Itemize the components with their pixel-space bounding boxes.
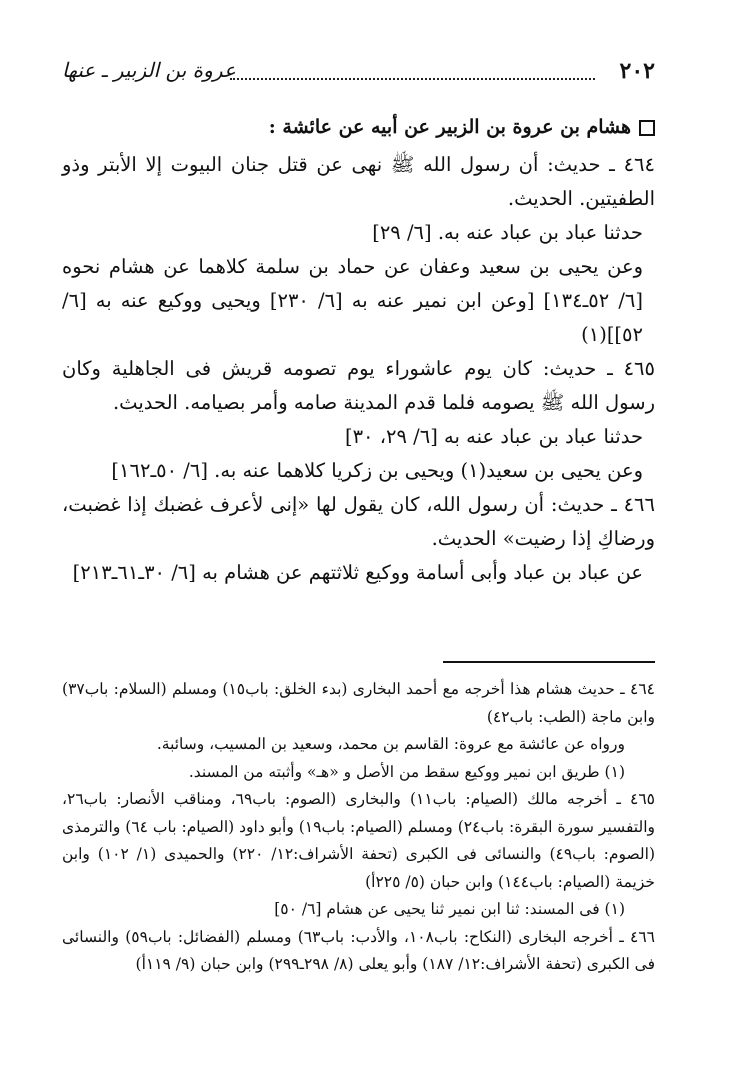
footnote-464: ٤٦٤ ـ حديث هشام هذا أخرجه مع أحمد البخارى (بدء الخلق: باب١٥) ومسلم (السلام: باب٣٧) وابن ماجة (الطب: باب٤٢) [62,680,655,726]
footnote-465: ٤٦٥ ـ أخرجه مالك (الصيام: باب١١) والبخارى (الصوم: باب٦٩، ومناقب الأنصار: باب٢٦، والتفسير سورة البقرة: باب٢٤) ومسلم (الصيام: باب١٩) وأبو داود (الصيام: باب ٦٤) والترمذى (الصوم: باب٤٩) والنسائى فى الكبرى (تحفة الأشراف:١٢/ ٢٢٠) والحميدى (١/ ١٠٢) وابن خزيمة (الصيام: باب١٤٤) وابن حبان (٥/ ٢٢٥أ) [62,790,655,891]
chain-465-b: وعن يحيى بن سعيد(١) ويحيى بن زكريا كلاهما عنه به. [٦/ ٥٠ـ١٦٢] [111,459,643,482]
footnote-464-narrators: ورواه عن عائشة مع عروة: القاسم بن محمد، وسعيد بن المسيب، وسائبة. [156,735,625,753]
page-number: ٢٠٢ [619,58,655,84]
footnote-466: ٤٦٦ ـ أخرجه البخارى (النكاح: باب١٠٨، والأدب: باب٦٣) ومسلم (الفضائل: باب٥٩) والنسائى فى الكبرى (تحفة الأشراف:١٢/ ١٨٧) وأبو يعلى (٨/ ٢٩٨ـ٢٩٩) وابن حبان (٩/ ١١٩أ) [62,927,656,973]
chain-466-a: عن عباد بن عباد وأبى أسامة ووكيع ثلاثتهم عن هشام به [٦/ ٣٠ـ٦١ـ٢١٣] [72,561,643,584]
section-heading [62,116,655,138]
running-title: عروة بن الزبير ـ عنها [62,58,236,82]
footnote-465-note-1: (١) فى المسند: ثنا ابن نمير ثنا يحيى عن هشام [٦/ ٥٠] [274,900,625,918]
hadith-465: ٤٦٥ ـ حديث: كان يوم عاشوراء يوم تصومه قريش فى الجاهلية وكان رسول الله ﷺ يصومه فلما قدم المدينة صامه وأمر بصيامه. الحديث. [62,357,655,414]
hadith-464: ٤٦٤ ـ حديث: أن رسول الله ﷺ نهى عن قتل جنان البيوت إلا الأبتر وذو الطفيتين. الحديث. [62,153,655,210]
header-dotted-rule [230,78,595,80]
main-text [62,148,655,590]
checkbox-square-icon [639,120,655,136]
hadith-466: ٤٦٦ ـ حديث: أن رسول الله، كان يقول لها «إنى لأعرف غضبك إذا غضبت، ورضاكِ إذا رضيت» الحديث. [62,493,655,550]
footnote-464-note-1: (١) طريق ابن نمير ووكيع سقط من الأصل و «هـ» وأثبته من المسند. [188,762,625,781]
footnotes [62,676,655,979]
footnote-divider [443,661,655,663]
running-header [62,58,655,88]
chain-464-a: حدثنا عباد بن عباد عنه به. [٦/ ٢٩] [372,221,643,244]
section-title: هشام بن عروة بن الزبير عن أبيه عن عائشة : [268,116,631,138]
chain-464-b: وعن يحيى بن سعيد وعفان عن حماد بن سلمة كلاهما عن هشام نحوه [٦/ ٥٢ـ١٣٤] [وعن ابن نمير عنه به [٦/ ٢٣٠] ويحيى ووكيع عنه به [٦/ ٥٢]](١) [62,255,643,346]
chain-465-a: حدثنا عباد بن عباد عنه به [٦/ ٢٩، ٣٠] [344,425,643,448]
